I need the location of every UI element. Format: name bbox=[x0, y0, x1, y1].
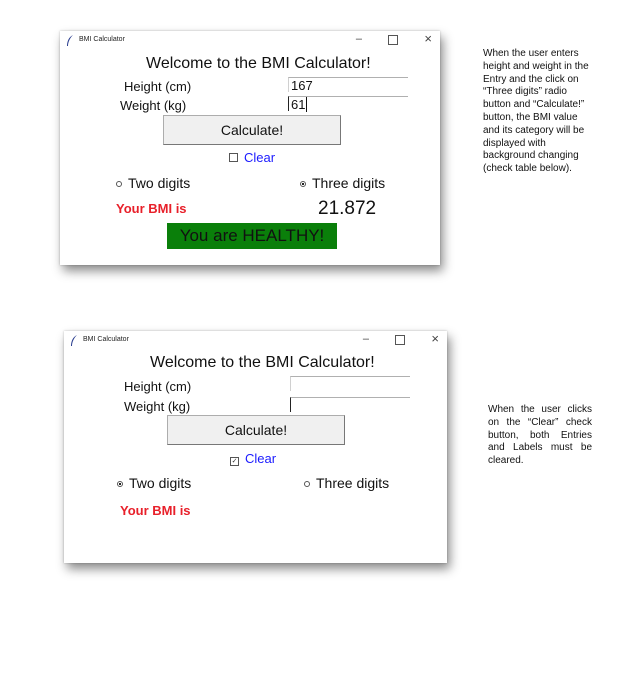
welcome-heading: Welcome to the BMI Calculator! bbox=[150, 354, 375, 371]
clear-label: Clear bbox=[245, 451, 277, 466]
height-input[interactable]: 167 bbox=[288, 77, 408, 92]
weight-input[interactable] bbox=[288, 96, 408, 111]
clear-checkbox[interactable] bbox=[229, 150, 275, 165]
bmi-value: 21.872 bbox=[318, 198, 377, 219]
your-bmi-label: Your BMI is bbox=[116, 201, 187, 216]
window-title: BMI Calculator bbox=[83, 336, 129, 343]
radio-three-label: Three digits bbox=[312, 175, 386, 191]
your-bmi-label: Your BMI is bbox=[120, 503, 191, 518]
clear-checkbox[interactable] bbox=[230, 451, 276, 466]
radio-two-label: Two digits bbox=[129, 475, 192, 491]
bmi-category: You are HEALTHY! bbox=[167, 223, 337, 249]
radio-three-digits[interactable] bbox=[304, 475, 389, 491]
weight-value: 61 bbox=[291, 97, 306, 112]
maximize-icon[interactable] bbox=[388, 35, 398, 45]
radio-two-digits[interactable] bbox=[116, 175, 190, 191]
checkbox-icon bbox=[229, 153, 238, 162]
weight-label: Weight (kg) bbox=[120, 98, 187, 113]
calculate-button[interactable]: Calculate! bbox=[163, 115, 341, 145]
feather-icon bbox=[70, 335, 78, 347]
close-icon[interactable]: × bbox=[431, 331, 439, 346]
bmi-window-filled bbox=[60, 31, 440, 265]
welcome-heading: Welcome to the BMI Calculator! bbox=[146, 55, 371, 72]
radio-selected-icon bbox=[300, 181, 306, 187]
height-label: Height (cm) bbox=[124, 79, 192, 94]
weight-label: Weight (kg) bbox=[124, 399, 191, 414]
radio-icon bbox=[116, 181, 122, 187]
close-icon[interactable]: × bbox=[424, 31, 432, 46]
calculate-button[interactable]: Calculate! bbox=[167, 415, 345, 445]
minimize-icon[interactable]: – bbox=[355, 33, 362, 45]
radio-three-label: Three digits bbox=[316, 475, 390, 491]
radio-icon bbox=[304, 481, 310, 487]
instruction-note-2 bbox=[488, 404, 592, 468]
instruction-note-2-text: When the user clicks on the “Clear” check button, both Entries and Labels must be cleared. bbox=[488, 404, 592, 467]
maximize-icon[interactable] bbox=[395, 335, 405, 345]
radio-two-label: Two digits bbox=[128, 175, 191, 191]
radio-three-digits[interactable] bbox=[300, 175, 385, 191]
window-title: BMI Calculator bbox=[79, 36, 125, 43]
height-label: Height (cm) bbox=[124, 379, 192, 394]
clear-label: Clear bbox=[244, 150, 276, 165]
title-bar[interactable] bbox=[60, 31, 440, 51]
radio-two-digits[interactable] bbox=[117, 475, 191, 491]
radio-selected-icon bbox=[117, 481, 123, 487]
weight-input[interactable] bbox=[290, 397, 410, 412]
checkbox-checked-icon: ✓ bbox=[231, 458, 238, 465]
title-bar[interactable] bbox=[64, 331, 447, 351]
bmi-window-cleared bbox=[64, 331, 447, 563]
instruction-note-1: When the user enters height and weight in the Entry and the click on “Three digits” radio button and “Calculate!” button, the BMI value and its category will be displayed with background changing (check table below). bbox=[483, 48, 589, 175]
minimize-icon[interactable]: – bbox=[362, 333, 369, 345]
height-input[interactable] bbox=[290, 376, 410, 391]
feather-icon bbox=[66, 35, 74, 47]
